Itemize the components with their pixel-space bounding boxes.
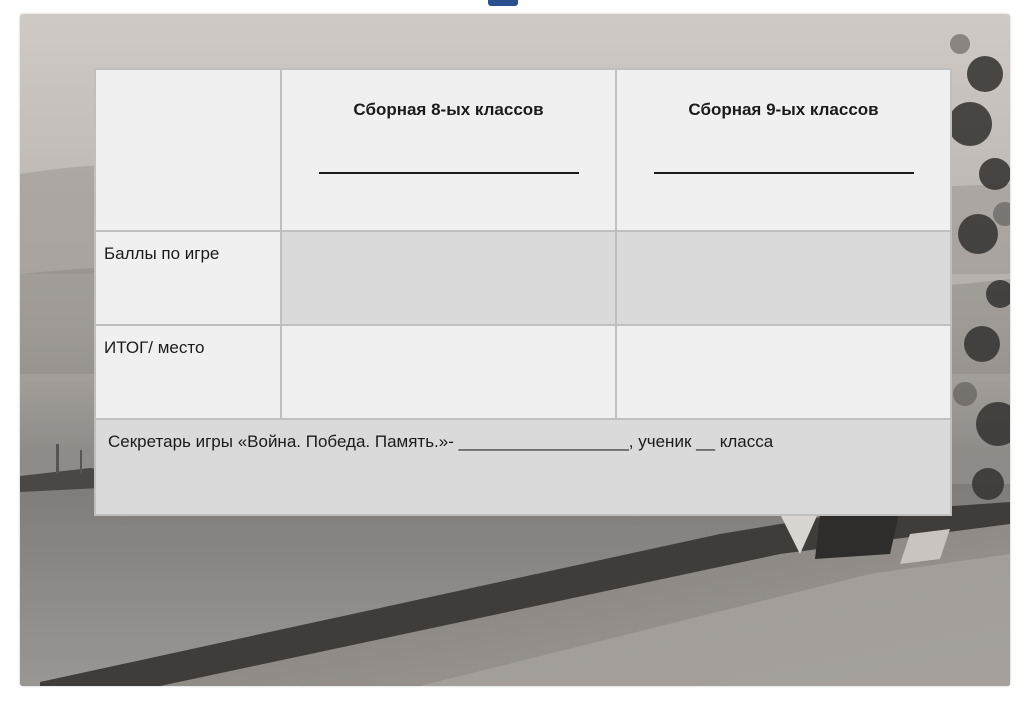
table-header-row (95, 69, 951, 231)
table-row-secretary (95, 419, 951, 515)
team-9-total-cell (616, 325, 951, 419)
corner-cell (95, 69, 281, 231)
secretary-line: Секретарь игры «Война. Победа. Память.»- __________________, ученик __ класса (108, 432, 774, 451)
team-9-header: Сборная 9-ых классов (688, 100, 879, 119)
team-8-score-cell (281, 231, 616, 325)
team-9-header-cell (616, 69, 951, 231)
secretary-cell (95, 419, 951, 515)
team-9-score-cell (616, 231, 951, 325)
score-label-cell (95, 231, 281, 325)
team-8-name-blank-line (319, 172, 579, 174)
results-table-wrapper (94, 68, 950, 514)
score-row-label: Баллы по игре (104, 244, 220, 263)
team-8-header: Сборная 8-ых классов (353, 100, 544, 119)
team-8-total-cell (281, 325, 616, 419)
slide-title-fragment (488, 0, 518, 6)
total-row-label: ИТОГ/ место (104, 338, 205, 357)
total-label-cell (95, 325, 281, 419)
table-row-score (95, 231, 951, 325)
table-row-total (95, 325, 951, 419)
team-9-name-blank-line (654, 172, 914, 174)
results-table (94, 68, 952, 516)
team-8-header-cell (281, 69, 616, 231)
